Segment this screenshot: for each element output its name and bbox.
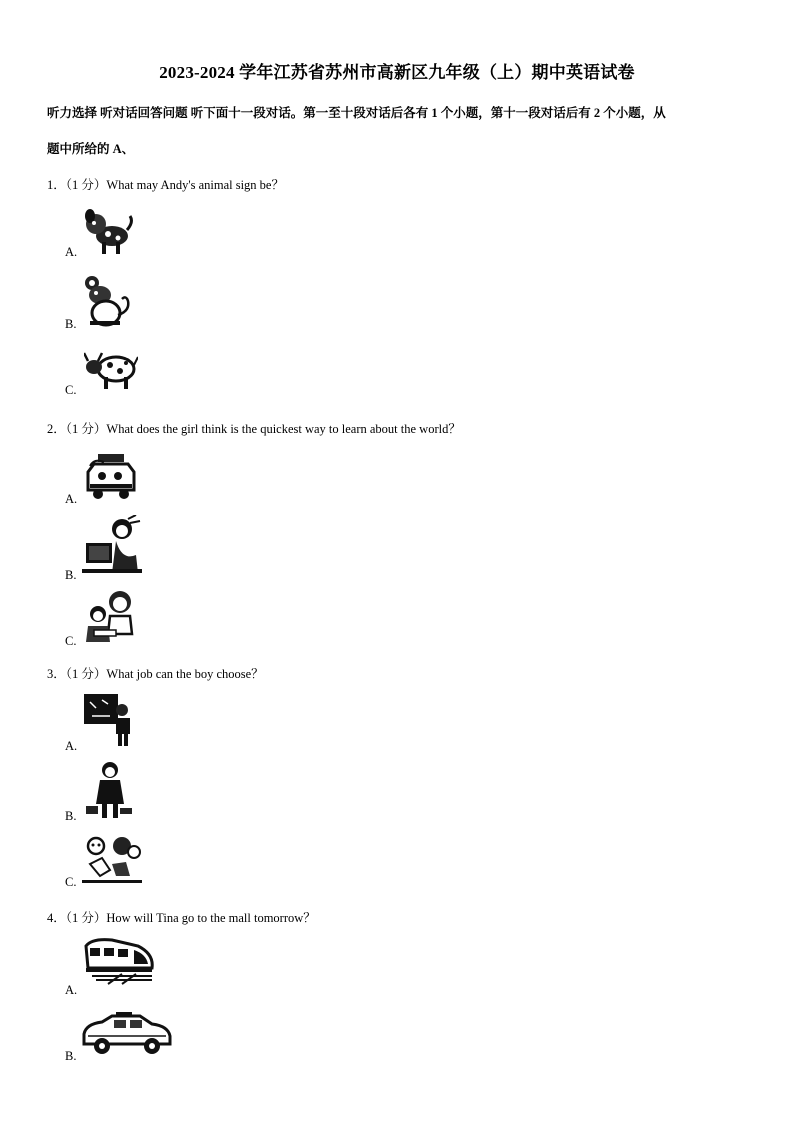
- section-intro-line-2: 题中所给的 A、: [47, 142, 135, 156]
- option-label-a[interactable]: A.: [65, 245, 78, 259]
- artist-icon[interactable]: [82, 834, 144, 886]
- question-2: [47, 419, 461, 437]
- question-text: How will Tina go to the mall tomorrow？: [106, 911, 316, 925]
- question-text: What may Andy's animal sign be？: [106, 178, 284, 192]
- section-intro-line-1: 听力选择 听对话回答问题 听下面十一段对话。第一至十段对话后各有 1 个小题，第十一段对话后有 2 个小题，从: [47, 106, 666, 120]
- train-icon[interactable]: [82, 936, 156, 992]
- question-points: （1 分）: [65, 422, 107, 436]
- question-number: 3．: [47, 667, 66, 681]
- ox-icon[interactable]: [84, 349, 138, 391]
- option-label-c[interactable]: C.: [65, 875, 77, 889]
- option-label-b[interactable]: B.: [65, 1049, 77, 1063]
- question-number: 4．: [47, 911, 66, 925]
- question-text: What does the girl think is the quickest way to learn about the world？: [106, 422, 461, 436]
- option-label-c[interactable]: C.: [65, 634, 77, 648]
- option-label-a[interactable]: A.: [65, 983, 78, 997]
- taxi-icon[interactable]: [82, 1010, 172, 1056]
- computer-user-icon[interactable]: [82, 515, 144, 577]
- option-label-a[interactable]: A.: [65, 492, 78, 506]
- dog-icon[interactable]: [82, 208, 134, 256]
- page-title: 2023-2024 学年江苏省苏州市高新区九年级（上）期中英语试卷: [159, 63, 635, 82]
- question-3: [47, 664, 264, 682]
- question-text: What job can the boy choose？: [106, 667, 264, 681]
- option-label-a[interactable]: A.: [65, 739, 78, 753]
- question-points: （1 分）: [65, 911, 107, 925]
- option-label-b[interactable]: B.: [65, 568, 77, 582]
- option-label-b[interactable]: B.: [65, 317, 77, 331]
- kids-reading-icon[interactable]: [84, 590, 134, 644]
- teacher-icon[interactable]: [82, 692, 134, 748]
- option-label-b[interactable]: B.: [65, 809, 77, 823]
- question-1: [47, 175, 284, 193]
- question-number: 1．: [47, 178, 66, 192]
- question-4: [47, 908, 316, 926]
- question-points: （1 分）: [65, 667, 107, 681]
- question-number: 2．: [47, 422, 66, 436]
- option-label-c[interactable]: C.: [65, 383, 77, 397]
- reporter-icon[interactable]: [84, 760, 134, 820]
- question-points: （1 分）: [65, 178, 107, 192]
- travel-car-icon[interactable]: [84, 452, 138, 500]
- mouse-icon[interactable]: [82, 275, 134, 327]
